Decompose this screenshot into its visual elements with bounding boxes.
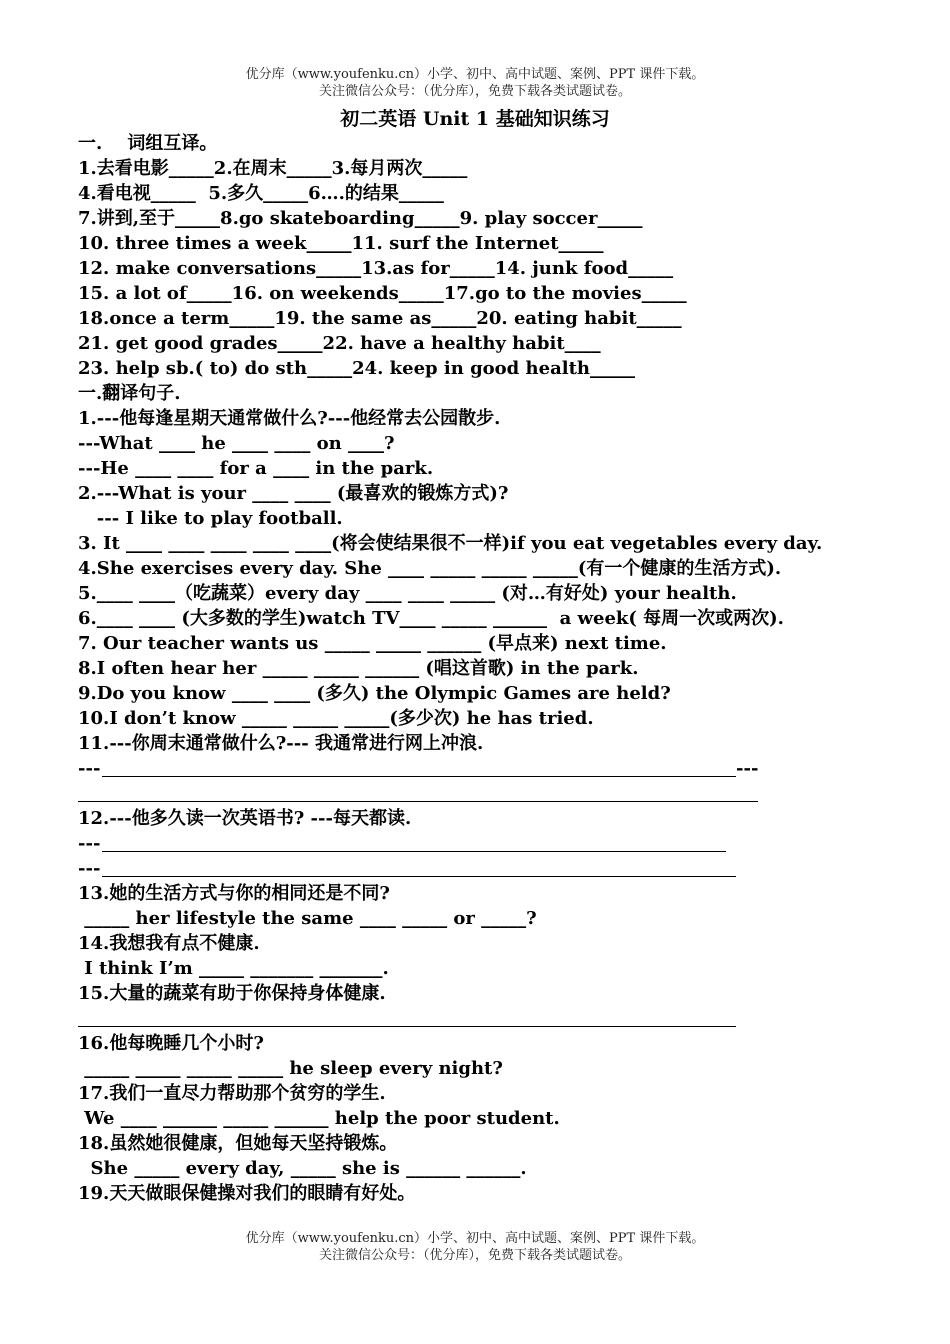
phrase-row: 18.once a term_____19. the same as_____20. eating habit_____ [78, 308, 682, 329]
question-prompt: 6.____ ____ (大多数的学生)watch TV____ _____ ______ a week( 每周一次或两次). [78, 608, 784, 629]
question-prompt: 3. It ____ ____ ____ ____ ____(将会使结果很不一样)if you eat vegetables every day. [78, 533, 823, 554]
question-prompt: 1.---他每逢星期天通常做什么?---他经常去公园散步. [78, 408, 501, 429]
answer-line [78, 1006, 878, 1031]
page-title: 初二英语 Unit 1 基础知识练习 [340, 108, 610, 130]
section-heading-sentences: 一.翻译句子. [78, 383, 181, 404]
phrase-row: 4.看电视_____ 5.多久_____6….的结果_____ [78, 183, 444, 204]
phrase-row: 7.讲到,至于_____8.go skateboarding_____9. play soccer_____ [78, 208, 643, 229]
answer-line [78, 781, 878, 806]
answer-underline [102, 876, 736, 877]
question-prompt: 11.---你周末通常做什么?--- 我通常进行网上冲浪. [78, 733, 484, 754]
page-header [0, 66, 950, 100]
question-blank-line: ---He ____ ____ for a ____ in the park. [78, 458, 434, 479]
phrase-row: 12. make conversations_____13.as for_____14. junk food_____ [78, 258, 674, 279]
dash-prefix: --- [78, 758, 101, 779]
question-prompt: 9.Do you know ____ ____ (多久) the Olympic Games are held? [78, 683, 671, 704]
header-line-1: 优分库（www.youfenku.cn）小学、初中、高中试题、案例、PPT 课件下载。 [245, 67, 705, 82]
phrase-row: 15. a lot of_____16. on weekends_____17.go to the movies_____ [78, 283, 687, 304]
question-prompt: 10.I don’t know _____ _____ _____(多少次) he has tried. [78, 708, 594, 729]
dash-prefix: --- [78, 833, 101, 854]
answer-line [78, 756, 878, 781]
section-heading-phrases: 一. 词组互译。 [78, 133, 218, 154]
footer-line-1: 优分库（www.youfenku.cn）小学、初中、高中试题、案例、PPT 课件下载。 [245, 1231, 705, 1246]
answer-line [78, 856, 878, 881]
question-answer-line: --- I like to play football. [78, 508, 343, 529]
answer-line [78, 831, 878, 856]
question-blank-line: _____ her lifestyle the same ____ _____ or _____? [78, 908, 537, 929]
question-prompt: 7. Our teacher wants us _____ _____ ______ (早点来) next time. [78, 633, 667, 654]
phrase-row: 21. get good grades_____22. have a healthy habit____ [78, 333, 601, 354]
question-prompt: 5.____ ____（吃蔬菜）every day ____ ____ _____ (对…有好处) your health. [78, 583, 737, 604]
question-blank-line: _____ _____ _____ _____ he sleep every night? [78, 1058, 503, 1079]
question-prompt: 8.I often hear her _____ _____ ______ (唱这首歌) in the park. [78, 658, 639, 679]
phrase-row: 23. help sb.( to) do sth_____24. keep in good health_____ [78, 358, 635, 379]
question-prompt: 18.虽然她很健康，但她每天坚持锻炼。 [78, 1133, 398, 1154]
question-prompt: 15.大量的蔬菜有助于你保持身体健康. [78, 983, 386, 1004]
worksheet-body [78, 131, 878, 1206]
page-footer [0, 1230, 950, 1264]
dash-suffix: --- [736, 758, 759, 779]
question-prompt: 14.我想我有点不健康. [78, 933, 260, 954]
header-line-2: 关注微信公众号：（优分库），免费下载各类试题试卷。 [318, 84, 631, 99]
phrase-row: 1.去看电影_____2.在周末_____3.每月两次_____ [78, 158, 468, 179]
question-prompt: 13.她的生活方式与你的相同还是不同? [78, 883, 390, 904]
dash-prefix: --- [78, 858, 101, 879]
question-blank-line: I think I’m _____ _______ _______. [78, 958, 389, 979]
question-prompt: 12.---他多久读一次英语书? ---每天都读. [78, 808, 412, 829]
question-prompt: 19.天天做眼保健操对我们的眼睛有好处。 [78, 1183, 416, 1204]
footer-line-2: 关注微信公众号：（优分库），免费下载各类试题试卷。 [318, 1248, 631, 1263]
question-prompt: 16.他每晚睡几个小时? [78, 1033, 264, 1054]
question-blank-line: She _____ every day, _____ she is ______ ______. [78, 1158, 527, 1179]
question-blank-line: We ____ ______ _____ ______ help the poor student. [78, 1108, 560, 1129]
answer-underline [78, 801, 758, 802]
question-prompt: 17.我们一直尽力帮助那个贫穷的学生. [78, 1083, 386, 1104]
answer-underline [102, 776, 736, 777]
question-prompt: 2.---What is your ____ ____ (最喜欢的锻炼方式)? [78, 483, 509, 504]
answer-underline [102, 851, 726, 852]
question-prompt: 4.She exercises every day. She ____ _____ _____ _____(有一个健康的生活方式). [78, 558, 782, 579]
phrase-row: 10. three times a week_____11. surf the Internet_____ [78, 233, 604, 254]
question-blank-line: ---What ____ he ____ ____ on ____? [78, 433, 395, 454]
answer-underline [78, 1026, 736, 1027]
